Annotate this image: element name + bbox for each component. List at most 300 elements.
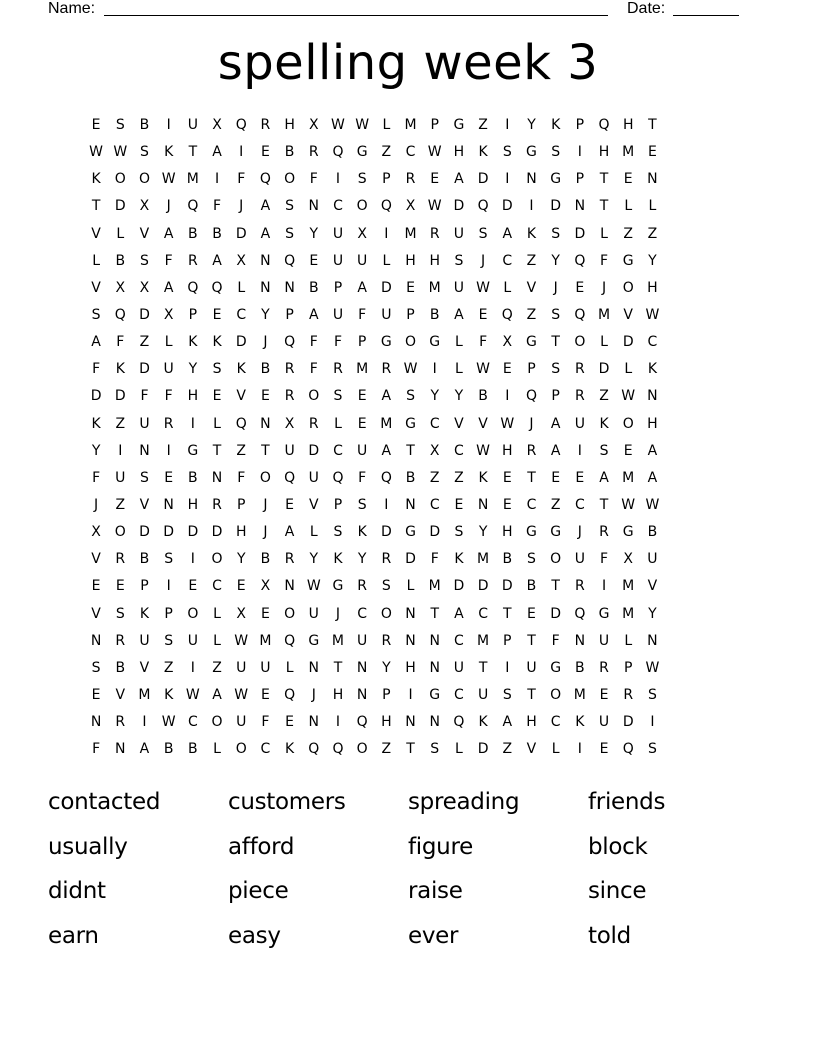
grid-letter[interactable]: W — [185, 686, 200, 703]
grid-letter[interactable]: C — [405, 144, 416, 161]
grid-letter[interactable]: Z — [212, 659, 222, 676]
grid-letter[interactable]: U — [163, 361, 174, 378]
name-blank-line[interactable] — [104, 15, 608, 16]
grid-letter[interactable]: Y — [357, 551, 367, 568]
grid-letter[interactable]: S — [551, 306, 561, 323]
grid-letter[interactable]: O — [356, 198, 368, 215]
grid-letter[interactable]: H — [332, 686, 344, 703]
grid-letter[interactable]: X — [212, 117, 222, 133]
grid-letter[interactable]: T — [527, 632, 536, 649]
grid-letter[interactable]: F — [333, 334, 342, 351]
grid-letter[interactable]: V — [91, 551, 101, 568]
grid-letter[interactable]: M — [356, 361, 369, 378]
grid-letter[interactable]: U — [187, 117, 198, 133]
grid-letter[interactable]: V — [236, 388, 246, 405]
grid-letter[interactable]: X — [236, 605, 247, 622]
grid-letter[interactable]: E — [406, 279, 415, 296]
grid-letter[interactable]: W — [621, 496, 636, 513]
grid-letter[interactable]: A — [163, 225, 174, 242]
grid-letter[interactable]: A — [599, 469, 609, 486]
grid-letter[interactable]: C — [236, 306, 247, 323]
grid-letter[interactable]: S — [381, 578, 391, 595]
grid-letter[interactable]: I — [577, 144, 582, 161]
grid-letter[interactable]: O — [187, 605, 199, 622]
grid-letter[interactable]: W — [234, 686, 249, 703]
grid-letter[interactable]: O — [138, 171, 150, 188]
grid-letter[interactable]: R — [574, 388, 585, 405]
grid-letter[interactable]: C — [260, 741, 271, 758]
grid-letter[interactable]: U — [139, 632, 150, 649]
grid-letter[interactable]: J — [553, 279, 558, 296]
grid-letter[interactable]: J — [239, 198, 244, 215]
grid-letter[interactable]: H — [453, 144, 465, 161]
grid-letter[interactable]: P — [430, 117, 439, 133]
grid-letter[interactable]: B — [429, 306, 440, 323]
grid-letter[interactable]: B — [115, 252, 126, 269]
grid-letter[interactable]: B — [647, 524, 658, 541]
grid-letter[interactable]: O — [114, 524, 126, 541]
grid-letter[interactable]: R — [381, 632, 392, 649]
grid-letter[interactable]: L — [213, 605, 221, 622]
grid-letter[interactable]: S — [140, 252, 149, 269]
grid-letter[interactable]: D — [235, 334, 247, 351]
grid-letter[interactable]: M — [622, 605, 635, 622]
grid-letter[interactable]: U — [453, 279, 465, 296]
grid-letter[interactable]: C — [454, 442, 464, 459]
grid-letter[interactable]: T — [188, 144, 198, 161]
grid-letter[interactable]: K — [139, 605, 150, 622]
grid-letter[interactable]: Q — [380, 198, 392, 215]
grid-letter[interactable]: S — [430, 741, 440, 758]
grid-letter[interactable]: U — [453, 659, 465, 676]
grid-letter[interactable]: X — [139, 279, 150, 296]
grid-letter[interactable]: D — [622, 714, 634, 731]
grid-letter[interactable]: B — [575, 659, 585, 676]
grid-letter[interactable]: D — [308, 442, 320, 459]
grid-letter[interactable]: X — [502, 334, 513, 351]
grid-letter[interactable]: M — [404, 225, 417, 242]
grid-letter[interactable]: O — [235, 741, 247, 758]
grid-letter[interactable]: Q — [332, 144, 344, 161]
grid-letter[interactable]: D — [139, 361, 150, 378]
grid-letter[interactable]: F — [479, 334, 488, 351]
grid-letter[interactable]: F — [261, 714, 270, 731]
grid-letter[interactable]: B — [308, 279, 319, 296]
grid-letter[interactable]: W — [645, 306, 660, 323]
grid-letter[interactable]: S — [527, 551, 536, 568]
grid-letter[interactable]: S — [551, 225, 561, 242]
grid-letter[interactable]: W — [355, 117, 370, 133]
grid-letter[interactable]: H — [502, 442, 513, 459]
grid-letter[interactable]: Q — [211, 279, 223, 296]
grid-letter[interactable]: N — [90, 632, 102, 649]
grid-letter[interactable]: U — [526, 659, 537, 676]
grid-letter[interactable]: F — [164, 388, 173, 405]
grid-letter[interactable]: S — [502, 144, 512, 161]
grid-letter[interactable]: C — [212, 578, 222, 595]
grid-letter[interactable]: S — [91, 306, 101, 323]
grid-letter[interactable]: L — [624, 198, 633, 215]
grid-letter[interactable]: E — [91, 578, 101, 595]
grid-letter[interactable]: W — [234, 632, 249, 649]
grid-letter[interactable]: I — [335, 714, 341, 731]
grid-letter[interactable]: P — [236, 496, 246, 513]
grid-letter[interactable]: R — [381, 361, 392, 378]
grid-letter[interactable]: W — [113, 144, 128, 161]
grid-letter[interactable]: I — [505, 388, 510, 405]
grid-letter[interactable]: G — [405, 524, 416, 541]
grid-letter[interactable]: L — [455, 741, 463, 758]
grid-letter[interactable]: I — [432, 361, 437, 378]
grid-letter[interactable]: J — [577, 524, 582, 541]
grid-letter[interactable]: W — [500, 415, 515, 432]
grid-letter[interactable]: H — [405, 252, 416, 269]
grid-letter[interactable]: V — [91, 225, 101, 242]
grid-letter[interactable]: H — [647, 279, 658, 296]
grid-letter[interactable]: E — [454, 496, 464, 513]
grid-letter[interactable]: Q — [525, 388, 537, 405]
grid-letter[interactable]: N — [115, 741, 126, 758]
grid-letter[interactable]: R — [429, 225, 440, 242]
grid-letter[interactable]: N — [308, 659, 320, 676]
grid-letter[interactable]: A — [381, 442, 392, 459]
grid-letter[interactable]: E — [599, 686, 609, 703]
grid-letter[interactable]: W — [403, 361, 418, 378]
grid-letter[interactable]: E — [357, 415, 367, 432]
grid-letter[interactable]: R — [187, 252, 198, 269]
grid-letter[interactable]: N — [405, 714, 416, 731]
grid-letter[interactable]: S — [115, 117, 125, 133]
grid-letter[interactable]: F — [430, 551, 439, 568]
grid-letter[interactable]: T — [599, 198, 609, 215]
grid-letter[interactable]: H — [502, 524, 513, 541]
grid-letter[interactable]: F — [213, 198, 222, 215]
grid-letter[interactable]: U — [647, 551, 658, 568]
grid-letter[interactable]: U — [357, 252, 368, 269]
grid-letter[interactable]: B — [212, 225, 222, 242]
grid-letter[interactable]: C — [333, 442, 343, 459]
grid-letter[interactable]: V — [139, 225, 150, 242]
grid-letter[interactable]: L — [600, 225, 608, 242]
grid-letter[interactable]: L — [285, 659, 294, 676]
grid-letter[interactable]: Z — [502, 741, 513, 758]
grid-letter[interactable]: N — [211, 469, 223, 486]
grid-letter[interactable]: M — [428, 279, 441, 296]
grid-letter[interactable]: I — [529, 198, 534, 215]
grid-letter[interactable]: U — [187, 632, 198, 649]
grid-letter[interactable]: L — [116, 225, 125, 242]
grid-letter[interactable]: Y — [430, 388, 439, 405]
grid-letter[interactable]: R — [284, 388, 295, 405]
grid-letter[interactable]: K — [599, 415, 609, 432]
grid-letter[interactable]: E — [285, 714, 295, 731]
grid-letter[interactable]: T — [430, 605, 439, 622]
grid-letter[interactable]: B — [188, 741, 198, 758]
grid-letter[interactable]: N — [139, 442, 150, 459]
grid-letter[interactable]: E — [623, 171, 633, 188]
grid-letter[interactable]: K — [526, 225, 537, 242]
grid-letter[interactable]: F — [358, 306, 367, 323]
grid-letter[interactable]: R — [574, 361, 585, 378]
grid-letter[interactable]: E — [575, 469, 585, 486]
grid-letter[interactable]: I — [166, 578, 171, 595]
grid-letter[interactable]: D — [574, 225, 586, 242]
grid-letter[interactable]: E — [430, 171, 440, 188]
grid-letter[interactable]: L — [406, 578, 415, 595]
grid-letter[interactable]: O — [622, 279, 634, 296]
grid-letter[interactable]: E — [309, 252, 319, 269]
grid-letter[interactable]: C — [502, 252, 513, 269]
grid-letter[interactable]: Y — [382, 659, 391, 676]
grid-letter[interactable]: M — [477, 632, 490, 649]
grid-letter[interactable]: D — [453, 578, 465, 595]
grid-letter[interactable]: C — [357, 605, 368, 622]
grid-letter[interactable]: Y — [478, 524, 488, 541]
grid-letter[interactable]: I — [239, 144, 244, 161]
grid-letter[interactable]: L — [648, 198, 657, 215]
grid-letter[interactable]: T — [551, 334, 560, 351]
grid-letter[interactable]: X — [91, 524, 101, 541]
grid-letter[interactable]: Z — [623, 225, 634, 242]
grid-letter[interactable]: N — [405, 605, 416, 622]
grid-letter[interactable]: S — [212, 361, 222, 378]
grid-letter[interactable]: B — [188, 225, 198, 242]
grid-letter[interactable]: R — [212, 496, 222, 513]
grid-letter[interactable]: O — [308, 388, 320, 405]
grid-letter[interactable]: Z — [550, 496, 561, 513]
grid-letter[interactable]: E — [260, 686, 270, 703]
grid-letter[interactable]: P — [285, 306, 294, 323]
grid-letter[interactable]: H — [526, 714, 537, 731]
grid-letter[interactable]: T — [333, 659, 343, 676]
grid-letter[interactable]: Y — [309, 225, 319, 242]
grid-letter[interactable]: Z — [115, 415, 126, 432]
grid-letter[interactable]: T — [527, 686, 536, 703]
grid-letter[interactable]: S — [551, 144, 561, 161]
grid-letter[interactable]: I — [601, 578, 607, 595]
grid-letter[interactable]: I — [118, 442, 123, 459]
grid-letter[interactable]: I — [190, 415, 195, 432]
grid-letter[interactable]: G — [526, 334, 537, 351]
grid-letter[interactable]: C — [478, 605, 488, 622]
grid-letter[interactable]: X — [163, 306, 174, 323]
grid-letter[interactable]: H — [598, 144, 610, 161]
grid-letter[interactable]: E — [260, 388, 270, 405]
grid-letter[interactable]: X — [623, 551, 634, 568]
grid-letter[interactable]: I — [505, 171, 510, 188]
grid-letter[interactable]: A — [502, 714, 513, 731]
grid-letter[interactable]: D — [380, 279, 392, 296]
grid-letter[interactable]: S — [140, 144, 149, 161]
grid-letter[interactable]: L — [382, 117, 391, 133]
grid-letter[interactable]: W — [306, 578, 321, 595]
grid-letter[interactable]: D — [139, 306, 150, 323]
grid-letter[interactable]: U — [236, 714, 247, 731]
grid-letter[interactable]: H — [647, 415, 658, 432]
grid-letter[interactable]: Q — [284, 469, 296, 486]
grid-letter[interactable]: Q — [574, 252, 586, 269]
grid-letter[interactable]: O — [380, 605, 392, 622]
grid-letter[interactable]: F — [358, 469, 367, 486]
grid-letter[interactable]: L — [164, 334, 173, 351]
grid-letter[interactable]: H — [405, 659, 416, 676]
grid-letter[interactable]: R — [115, 632, 126, 649]
grid-letter[interactable]: N — [260, 415, 271, 432]
grid-letter[interactable]: L — [455, 334, 463, 351]
grid-letter[interactable]: S — [454, 524, 464, 541]
grid-letter[interactable]: A — [454, 605, 464, 622]
grid-letter[interactable]: K — [236, 361, 246, 378]
grid-letter[interactable]: U — [115, 469, 126, 486]
grid-letter[interactable]: E — [91, 117, 101, 133]
grid-letter[interactable]: Q — [332, 469, 344, 486]
grid-letter[interactable]: M — [477, 551, 490, 568]
grid-letter[interactable]: T — [261, 442, 270, 459]
grid-letter[interactable]: Z — [236, 442, 247, 459]
grid-letter[interactable]: F — [237, 469, 246, 486]
grid-letter[interactable]: P — [575, 171, 585, 188]
grid-letter[interactable]: Q — [187, 279, 199, 296]
grid-letter[interactable]: B — [139, 117, 150, 133]
grid-letter[interactable]: K — [91, 415, 101, 432]
grid-letter[interactable]: K — [212, 334, 222, 351]
grid-letter[interactable]: I — [577, 442, 582, 459]
grid-letter[interactable]: S — [285, 225, 295, 242]
grid-letter[interactable]: Q — [453, 714, 465, 731]
grid-letter[interactable]: O — [284, 605, 296, 622]
grid-letter[interactable]: N — [356, 686, 368, 703]
grid-letter[interactable]: P — [140, 578, 149, 595]
grid-letter[interactable]: R — [623, 686, 634, 703]
grid-letter[interactable]: D — [114, 388, 126, 405]
grid-letter[interactable]: L — [237, 279, 246, 296]
grid-letter[interactable]: Q — [284, 252, 296, 269]
grid-letter[interactable]: Y — [309, 551, 319, 568]
grid-letter[interactable]: A — [454, 171, 464, 188]
grid-letter[interactable]: A — [550, 415, 561, 432]
grid-letter[interactable]: Y — [236, 551, 246, 568]
grid-letter[interactable]: E — [527, 605, 536, 622]
grid-letter[interactable]: R — [599, 659, 609, 676]
grid-letter[interactable]: X — [405, 198, 416, 215]
grid-letter[interactable]: Q — [622, 741, 634, 758]
grid-letter[interactable]: D — [477, 741, 489, 758]
grid-letter[interactable]: V — [647, 578, 658, 595]
grid-letter[interactable]: L — [92, 252, 100, 269]
grid-letter[interactable]: T — [406, 741, 415, 758]
grid-letter[interactable]: F — [140, 388, 149, 405]
grid-letter[interactable]: X — [284, 415, 295, 432]
grid-letter[interactable]: R — [260, 117, 271, 133]
grid-letter[interactable]: F — [116, 334, 125, 351]
grid-letter[interactable]: K — [164, 144, 174, 161]
grid-letter[interactable]: E — [502, 469, 512, 486]
grid-letter[interactable]: H — [235, 524, 247, 541]
grid-letter[interactable]: N — [477, 496, 489, 513]
grid-letter[interactable]: H — [622, 117, 634, 133]
grid-letter[interactable]: N — [308, 714, 320, 731]
grid-letter[interactable]: A — [381, 388, 392, 405]
grid-letter[interactable]: H — [284, 117, 295, 133]
grid-letter[interactable]: B — [405, 469, 416, 486]
grid-letter[interactable]: E — [575, 279, 585, 296]
grid-letter[interactable]: J — [94, 496, 99, 513]
grid-letter[interactable]: K — [551, 117, 561, 133]
grid-letter[interactable]: B — [163, 741, 174, 758]
grid-letter[interactable]: G — [622, 252, 634, 269]
grid-letter[interactable]: J — [601, 279, 607, 296]
grid-letter[interactable]: I — [166, 442, 171, 459]
grid-letter[interactable]: H — [187, 388, 199, 405]
grid-letter[interactable]: F — [237, 171, 246, 188]
grid-letter[interactable]: A — [647, 442, 658, 459]
grid-letter[interactable]: Z — [139, 334, 150, 351]
grid-letter[interactable]: X — [115, 279, 126, 296]
grid-letter[interactable]: N — [405, 632, 416, 649]
grid-letter[interactable]: Z — [478, 117, 488, 133]
grid-letter[interactable]: Y — [91, 442, 101, 459]
grid-letter[interactable]: S — [285, 198, 295, 215]
grid-letter[interactable]: Z — [647, 225, 658, 242]
grid-letter[interactable]: E — [599, 741, 609, 758]
grid-letter[interactable]: Q — [284, 334, 296, 351]
grid-letter[interactable]: I — [408, 686, 413, 703]
grid-letter[interactable]: R — [308, 415, 319, 432]
grid-letter[interactable]: G — [405, 415, 416, 432]
grid-letter[interactable]: B — [502, 551, 513, 568]
grid-letter[interactable]: E — [502, 496, 512, 513]
grid-letter[interactable]: Q — [187, 198, 199, 215]
grid-letter[interactable]: W — [476, 279, 491, 296]
grid-letter[interactable]: S — [502, 686, 512, 703]
grid-letter[interactable]: O — [259, 469, 271, 486]
grid-letter[interactable]: N — [284, 578, 295, 595]
grid-letter[interactable]: G — [429, 334, 441, 351]
grid-letter[interactable]: D — [139, 524, 150, 541]
grid-letter[interactable]: R — [284, 361, 295, 378]
grid-letter[interactable]: E — [551, 469, 561, 486]
grid-letter[interactable]: S — [551, 361, 561, 378]
grid-letter[interactable]: U — [236, 659, 247, 676]
grid-letter[interactable]: M — [259, 632, 272, 649]
grid-letter[interactable]: Q — [114, 306, 126, 323]
grid-letter[interactable]: D — [405, 551, 416, 568]
grid-letter[interactable]: A — [260, 225, 271, 242]
grid-letter[interactable]: M — [186, 171, 199, 188]
grid-letter[interactable]: K — [91, 171, 101, 188]
grid-letter[interactable]: U — [381, 306, 392, 323]
grid-letter[interactable]: W — [621, 388, 636, 405]
grid-letter[interactable]: L — [624, 361, 633, 378]
grid-letter[interactable]: K — [357, 524, 367, 541]
grid-letter[interactable]: N — [429, 632, 440, 649]
grid-letter[interactable]: A — [212, 252, 222, 269]
grid-letter[interactable]: G — [332, 578, 344, 595]
grid-letter[interactable]: A — [647, 469, 658, 486]
grid-letter[interactable]: K — [575, 714, 585, 731]
grid-letter[interactable]: A — [212, 144, 222, 161]
grid-letter[interactable]: R — [284, 551, 295, 568]
grid-letter[interactable]: S — [647, 741, 657, 758]
grid-letter[interactable]: W — [427, 144, 442, 161]
grid-letter[interactable]: N — [405, 496, 416, 513]
grid-letter[interactable]: Q — [259, 171, 271, 188]
grid-letter[interactable]: M — [138, 686, 151, 703]
grid-letter[interactable]: I — [190, 551, 195, 568]
grid-letter[interactable]: N — [356, 659, 368, 676]
grid-letter[interactable]: S — [164, 632, 174, 649]
grid-letter[interactable]: P — [382, 171, 391, 188]
